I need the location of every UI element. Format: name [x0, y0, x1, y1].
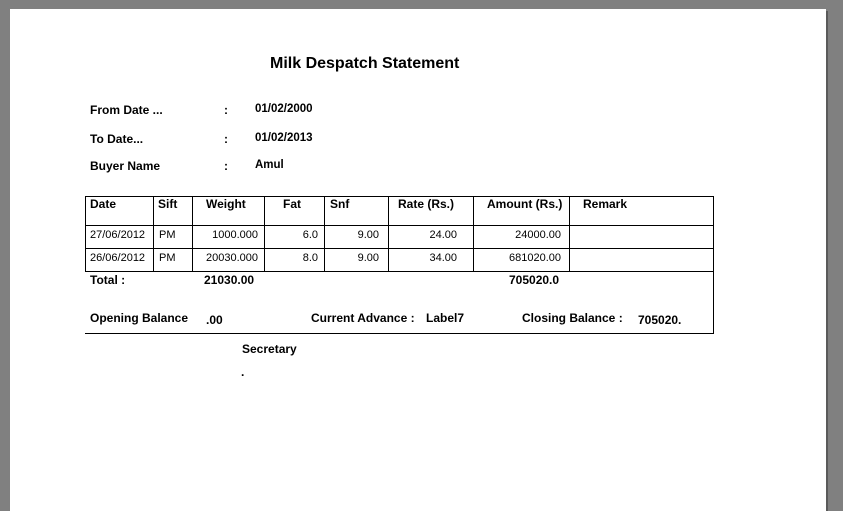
cell-snf: 9.00 — [357, 252, 379, 264]
total-label: Total : — [90, 273, 126, 287]
cell-date: 27/06/2012 — [90, 229, 146, 241]
report-title: Milk Despatch Statement — [270, 55, 460, 72]
cell-amount: 681020.00 — [509, 252, 561, 264]
cell-date: 26/06/2012 — [90, 252, 146, 264]
cell-sift: PM — [159, 252, 176, 264]
from-date-value: 01/02/2000 — [255, 103, 313, 115]
from-date-colon: : — [224, 103, 228, 117]
closing-balance-label: Closing Balance : — [522, 311, 623, 325]
current-advance-label: Current Advance : — [311, 311, 415, 325]
cell-fat: 8.0 — [302, 252, 318, 264]
opening-balance-label: Opening Balance — [90, 311, 189, 325]
buyer-name-colon: : — [224, 159, 228, 173]
column-header-sift: Sift — [158, 197, 178, 211]
cell-snf: 9.00 — [357, 229, 379, 241]
current-advance-value: Label7 — [426, 311, 465, 325]
to-date-colon: : — [224, 132, 228, 146]
cell-weight: 20030.000 — [206, 252, 258, 264]
column-header-remark: Remark — [583, 197, 628, 211]
column-header-fat: Fat — [283, 197, 301, 211]
from-date-label: From Date ... — [90, 103, 163, 117]
to-date-label: To Date... — [90, 132, 144, 146]
buyer-name-label: Buyer Name — [90, 159, 161, 173]
secretary-label: Secretary — [242, 342, 297, 356]
opening-balance-value: .00 — [206, 313, 223, 327]
total-weight: 21030.00 — [204, 273, 255, 287]
to-date-value: 01/02/2013 — [255, 132, 313, 144]
column-header-date: Date — [90, 197, 117, 211]
cell-rate: 34.00 — [429, 252, 457, 264]
cell-amount: 24000.00 — [515, 229, 561, 241]
column-header-weight: Weight — [206, 197, 246, 211]
column-header-amount: Amount (Rs.) — [487, 197, 563, 211]
column-header-snf: Snf — [330, 197, 350, 211]
column-header-rate: Rate (Rs.) — [398, 197, 455, 211]
cell-sift: PM — [159, 229, 176, 241]
buyer-name-value: Amul — [255, 159, 284, 171]
cell-weight: 1000.000 — [212, 229, 258, 241]
total-amount: 705020.0 — [509, 273, 560, 287]
cell-fat: 6.0 — [302, 229, 318, 241]
signature-dot: . — [241, 365, 245, 379]
cell-rate: 24.00 — [429, 229, 457, 241]
report-page — [10, 9, 826, 511]
closing-balance-value: 705020. — [638, 313, 682, 327]
